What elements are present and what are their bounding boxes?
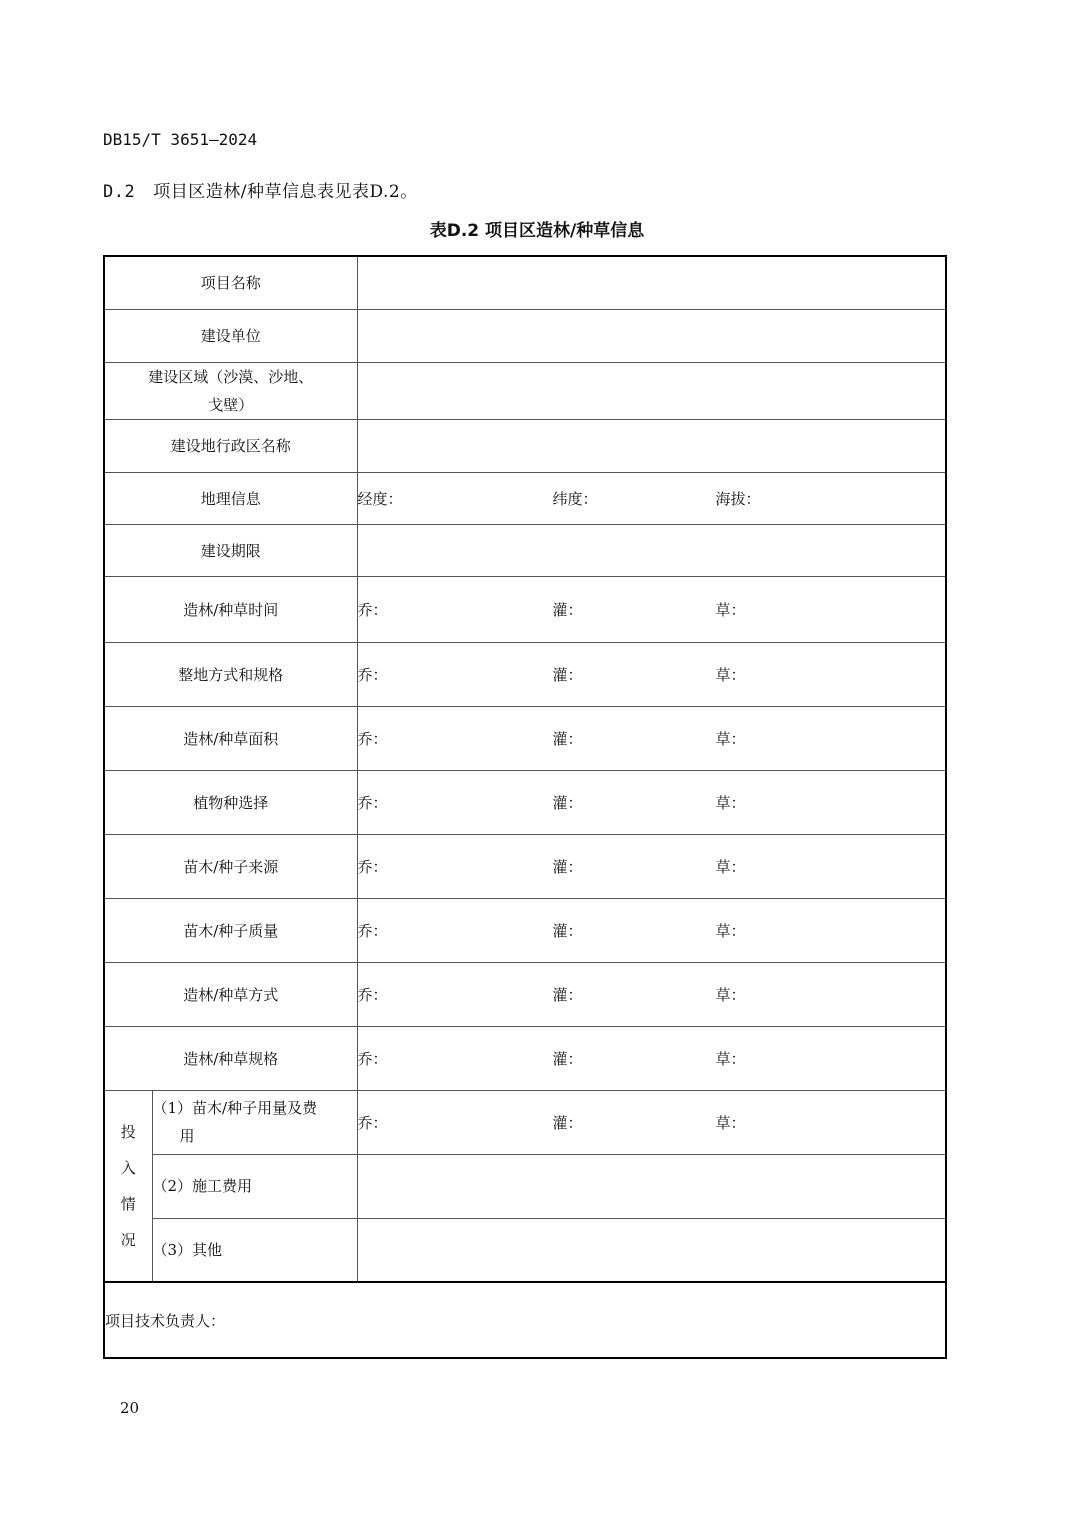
row-value	[357, 256, 946, 309]
page-number: 20	[120, 1399, 140, 1417]
investment-item-line1: （1）苗木/种子用量及费	[152, 1099, 318, 1117]
table-row	[104, 576, 946, 642]
row-value	[357, 962, 946, 1026]
investment-char: 况	[120, 1230, 136, 1249]
tree-label: 乔：	[357, 1049, 388, 1068]
row-label: 建设单位	[104, 309, 357, 362]
investment-char: 情	[120, 1194, 136, 1213]
table-row	[104, 962, 946, 1026]
section-text: 项目区造林/种草信息表见表D.2。	[153, 182, 418, 202]
tree-label: 乔：	[357, 985, 388, 1004]
table-row	[104, 706, 946, 770]
row-value	[357, 898, 946, 962]
row-label	[104, 362, 357, 419]
info-table	[103, 255, 947, 1359]
table-row	[104, 1026, 946, 1090]
row-value	[357, 362, 946, 419]
shrub-label: 灌：	[552, 921, 583, 940]
section-number: D.2	[103, 182, 136, 202]
shrub-label: 灌：	[552, 729, 583, 748]
grass-label: 草：	[715, 921, 746, 940]
shrub-label: 灌：	[552, 985, 583, 1004]
section-heading	[103, 177, 418, 202]
tree-label: 乔：	[357, 921, 388, 940]
table-row	[104, 256, 946, 309]
investment-item-label: （3）其他	[152, 1218, 357, 1282]
row-value	[357, 706, 946, 770]
row-label: 造林/种草方式	[104, 962, 357, 1026]
shrub-label: 灌：	[552, 600, 583, 619]
row-value	[357, 576, 946, 642]
table-row	[104, 524, 946, 576]
row-label-line2: 戈壁）	[208, 395, 254, 414]
standard-code: DB15/T 3651—2024	[103, 130, 258, 149]
table-row	[104, 362, 946, 419]
row-value	[357, 1026, 946, 1090]
row-value	[357, 524, 946, 576]
shrub-label: 灌：	[552, 1113, 583, 1132]
investment-item-label: （2）施工费用	[152, 1154, 357, 1218]
row-value	[357, 1154, 946, 1218]
row-label: 苗木/种子质量	[104, 898, 357, 962]
row-value	[357, 472, 946, 524]
row-value	[357, 834, 946, 898]
longitude-label: 经度：	[357, 489, 403, 508]
table-row	[104, 419, 946, 472]
row-label: 苗木/种子来源	[104, 834, 357, 898]
shrub-label: 灌：	[552, 665, 583, 684]
tree-label: 乔：	[357, 665, 388, 684]
responsible-person: 项目技术负责人：	[104, 1282, 946, 1358]
table-row	[104, 309, 946, 362]
investment-item-line2: 用	[179, 1127, 195, 1145]
row-label: 植物种选择	[104, 770, 357, 834]
tree-label: 乔：	[357, 1113, 388, 1132]
shrub-label: 灌：	[552, 1049, 583, 1068]
latitude-label: 纬度：	[552, 489, 598, 508]
grass-label: 草：	[715, 985, 746, 1004]
table-row	[104, 898, 946, 962]
row-label: 造林/种草规格	[104, 1026, 357, 1090]
grass-label: 草：	[715, 1049, 746, 1068]
row-value	[357, 1090, 946, 1154]
row-value	[357, 419, 946, 472]
altitude-label: 海拔：	[715, 489, 761, 508]
tree-label: 乔：	[357, 793, 388, 812]
row-label: 造林/种草面积	[104, 706, 357, 770]
table-row	[104, 642, 946, 706]
investment-char: 投	[120, 1122, 136, 1141]
table-row	[104, 834, 946, 898]
table-caption: 表D.2 项目区造林/种草信息	[429, 221, 645, 241]
shrub-label: 灌：	[552, 857, 583, 876]
table-row	[104, 1282, 946, 1358]
row-value	[357, 1218, 946, 1282]
row-label: 建设期限	[104, 524, 357, 576]
row-label: 整地方式和规格	[104, 642, 357, 706]
grass-label: 草：	[715, 600, 746, 619]
shrub-label: 灌：	[552, 793, 583, 812]
table-row	[104, 1154, 946, 1218]
table-row	[104, 1090, 946, 1154]
grass-label: 草：	[715, 857, 746, 876]
row-label: 建设地行政区名称	[104, 419, 357, 472]
tree-label: 乔：	[357, 600, 388, 619]
table-row	[104, 770, 946, 834]
grass-label: 草：	[715, 793, 746, 812]
row-label: 项目名称	[104, 256, 357, 309]
row-value	[357, 309, 946, 362]
investment-group-label	[104, 1090, 152, 1282]
tree-label: 乔：	[357, 857, 388, 876]
row-label: 造林/种草时间	[104, 576, 357, 642]
tree-label: 乔：	[357, 729, 388, 748]
table-row	[104, 1218, 946, 1282]
table-row	[104, 472, 946, 524]
grass-label: 草：	[715, 729, 746, 748]
investment-item-label	[152, 1090, 357, 1154]
grass-label: 草：	[715, 1113, 746, 1132]
row-label: 地理信息	[104, 472, 357, 524]
investment-char: 入	[120, 1158, 136, 1177]
grass-label: 草：	[715, 665, 746, 684]
row-value	[357, 770, 946, 834]
row-label-line1: 建设区域（沙漠、沙地、	[148, 367, 314, 386]
row-value	[357, 642, 946, 706]
